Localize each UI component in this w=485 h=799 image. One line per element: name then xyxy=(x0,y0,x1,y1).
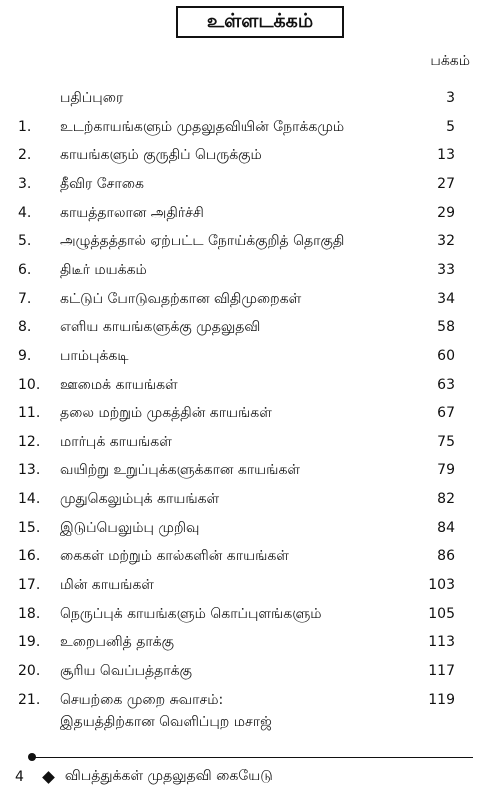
toc-entry-label: மின் காயங்கள் xyxy=(60,577,154,593)
toc-entry-label: பாம்புக்கடி xyxy=(60,348,129,364)
toc-entry xyxy=(0,491,485,515)
toc-entry-number: 11. xyxy=(18,405,41,421)
toc-entry-page: 86 xyxy=(437,548,455,564)
toc-entry xyxy=(0,462,485,486)
toc-entry-page: 60 xyxy=(437,348,455,364)
diamond-icon xyxy=(42,771,55,784)
toc-entry-page: 82 xyxy=(437,491,455,507)
toc-entry-label: காயத்தாலான அதிர்ச்சி xyxy=(60,205,204,221)
toc-entry-number: 14. xyxy=(18,491,41,507)
toc-entry-number: 8. xyxy=(18,319,32,335)
toc-entry-page: 79 xyxy=(437,462,455,478)
toc-entry xyxy=(0,262,485,286)
toc-entry-label: கைகள் மற்றும் கால்களின் காயங்கள் xyxy=(60,548,289,564)
toc-entry-number: 4. xyxy=(18,205,32,221)
toc-entry-label: ஊமைக் காயங்கள் xyxy=(60,377,178,393)
toc-entry-number: 1. xyxy=(18,119,32,135)
toc-entry-number: 19. xyxy=(18,634,41,650)
toc-entry-label: திடீர் மயக்கம் xyxy=(60,262,147,278)
toc-entry-label: பதிப்புரை xyxy=(60,90,124,106)
footer-book-title: விபத்துக்கள் முதலுதவி கையேடு xyxy=(64,768,273,784)
toc-entry-label: உறைபனித் தாக்கு xyxy=(60,634,174,650)
toc-entry-page: 32 xyxy=(437,233,455,249)
toc-entry-page: 33 xyxy=(437,262,455,278)
toc-entry-page: 105 xyxy=(428,606,455,622)
toc-entry-number: 12. xyxy=(18,434,41,450)
toc-entry-page: 5 xyxy=(446,119,455,135)
toc-entry-number: 2. xyxy=(18,147,32,163)
toc-entry-label: முதுகெலும்புக் காயங்கள் xyxy=(60,491,220,507)
toc-entry-page: 103 xyxy=(428,577,455,593)
toc-entry-label: தலை மற்றும் முகத்தின் காயங்கள் xyxy=(60,405,272,421)
toc-entry xyxy=(0,90,485,114)
footer xyxy=(15,768,273,786)
toc-entry-page: 29 xyxy=(437,205,455,221)
toc-entry-page: 3 xyxy=(446,90,455,106)
toc-entry xyxy=(0,176,485,200)
toc-entry xyxy=(0,377,485,401)
toc-entry xyxy=(0,119,485,143)
page-column-label: பக்கம் xyxy=(430,53,470,69)
toc-entry-number: 18. xyxy=(18,606,41,622)
toc-entry-page: 13 xyxy=(437,147,455,163)
toc-entry-page: 63 xyxy=(437,377,455,393)
toc-entry xyxy=(0,520,485,544)
toc-entry-label: உடற்காயங்களும் முதலுதவியின் நோக்கமும் xyxy=(60,119,345,135)
toc-entry-number: 3. xyxy=(18,176,32,192)
toc-entry xyxy=(0,147,485,171)
toc-entry xyxy=(0,348,485,372)
toc-entry-page: 119 xyxy=(428,692,455,708)
toc-entry xyxy=(0,291,485,315)
toc-entry-label: எளிய காயங்களுக்கு முதலுதவி xyxy=(60,319,261,335)
toc-entry-label: காயங்களும் குருதிப் பெருக்கும் xyxy=(60,147,262,163)
toc-entry-page: 67 xyxy=(437,405,455,421)
toc-entry-number: 17. xyxy=(18,577,41,593)
toc-entry xyxy=(0,634,485,658)
toc-entry-label: கட்டுப் போடுவதற்கான விதிமுறைகள் xyxy=(60,291,302,307)
toc-entry-label: செயற்கை முறை சுவாசம்: xyxy=(60,692,224,708)
toc-entry-number: 15. xyxy=(18,520,41,536)
toc-entry xyxy=(0,319,485,343)
toc-entry-page: 75 xyxy=(437,434,455,450)
toc-entry-page: 27 xyxy=(437,176,455,192)
toc-entry-number: 9. xyxy=(18,348,32,364)
footer-rule xyxy=(33,757,473,758)
toc-entry-number: 5. xyxy=(18,233,32,249)
toc-entry-number: 16. xyxy=(18,548,41,564)
toc-entry-page: 84 xyxy=(437,520,455,536)
toc-entry-label: வயிற்று உறுப்புக்களுக்கான காயங்கள் xyxy=(60,462,301,478)
toc-entry xyxy=(0,692,485,730)
toc-entry-number: 20. xyxy=(18,663,41,679)
toc-entry xyxy=(0,663,485,687)
toc-entry-label-continued: இதயத்திற்கான வெளிப்புற மசாஜ் xyxy=(60,714,272,730)
toc-entry xyxy=(0,577,485,601)
toc-entry-number: 7. xyxy=(18,291,32,307)
footer-page-number: 4 xyxy=(15,769,24,785)
toc-entry-number: 10. xyxy=(18,377,41,393)
toc-entry-number: 6. xyxy=(18,262,32,278)
toc-entry-label: சூரிய வெப்பத்தாக்கு xyxy=(60,663,192,679)
toc-entry-label: தீவிர சோகை xyxy=(60,176,144,192)
toc-entry-number: 21. xyxy=(18,692,41,708)
toc-entry xyxy=(0,548,485,572)
toc-entry xyxy=(0,434,485,458)
toc-entry xyxy=(0,606,485,630)
toc-entry xyxy=(0,205,485,229)
toc-entry-page: 34 xyxy=(437,291,455,307)
toc-entry-label: அழுத்தத்தால் ஏற்பட்ட நோய்க்குறித் தொகுதி xyxy=(60,233,345,249)
toc-entry-label: நெருப்புக் காயங்களும் கொப்புளங்களும் xyxy=(60,606,322,622)
toc-entry-page: 113 xyxy=(428,634,455,650)
page-title: உள்ளடக்கம் xyxy=(176,6,344,38)
toc-entry xyxy=(0,233,485,257)
toc-entry-page: 117 xyxy=(428,663,455,679)
toc-entry xyxy=(0,405,485,429)
toc-entry-label: மார்புக் காயங்கள் xyxy=(60,434,172,450)
toc-entry-number: 13. xyxy=(18,462,41,478)
toc-entry-label: இடுப்பெலும்பு முறிவு xyxy=(60,520,200,536)
toc-entry-page: 58 xyxy=(437,319,455,335)
